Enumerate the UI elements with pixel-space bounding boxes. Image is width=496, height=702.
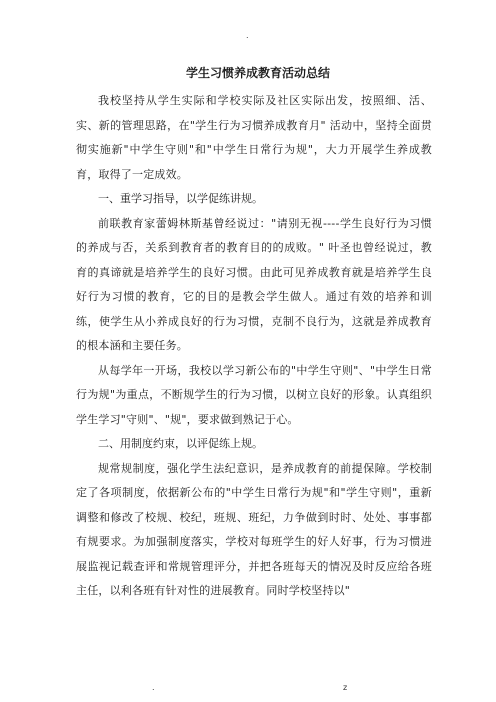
document-title: 学生习惯养成教育活动总结	[185, 66, 330, 80]
paragraph-intro: 我校坚持从学生实际和学校实际及社区实际出发，按照细、活、实、新的管理思路，在"学生行为习惯养成教育月" 活动中，坚持全面贯彻实施新"中学生守则"和"中学生日常行为规"，大力开展学生养成教育，取得了一定成效。	[76, 94, 432, 181]
section-heading-2: 二、用制度约束，以评促练上规。	[98, 437, 263, 450]
paragraph-quote: 前联教育家蕾姆林斯基曾经说过："请别无视----学生良好行为习惯的养成与否，关系到教育者的教育目的的成败。" 叶圣也曾经说过，教育的真谛就是培养学生的良好习惯。由此可见养成教育就是培养学生良好行为习惯的教育，它的目的是教会学生做人。通过有效的培养和训练，使学生从小养成良好的行为习惯，克制不良行为，这就是养成教育的根本涵和主要任务。	[76, 216, 432, 352]
section-heading-1: 一、重学习指导，以学促练讲规。	[98, 192, 263, 205]
header-mark: .	[246, 31, 249, 40]
footer-mark-left: .	[152, 683, 155, 692]
paragraph-study: 从每学年一开场，我校以学习新公布的"中学生守则"、"中学生日常行为规"为重点，不断规学生的行为习惯，以树立良好的形象。认真组织学生学习"守则"、"规"，要求做到熟记于心。	[76, 363, 432, 426]
footer-mark-right: z	[343, 683, 348, 692]
document-body	[76, 64, 432, 604]
paragraph-rules: 规常规制度，强化学生法纪意识，是养成教育的前提保障。学校制定了各项制度，依据新公布的"中学生日常行为规"和"学生守则"，重新调整和修改了校规、校纪，班规、班纪，力争做到时时、处处、事事都有规要求。为加强制度落实，学校对每班学生的好人好事，行为习惯进展监视记载查评和常规管理评分，并把各班每天的情况及时反应给各班主任，以利各班有针对性的进展教育。同时学校坚持以"	[76, 461, 432, 597]
